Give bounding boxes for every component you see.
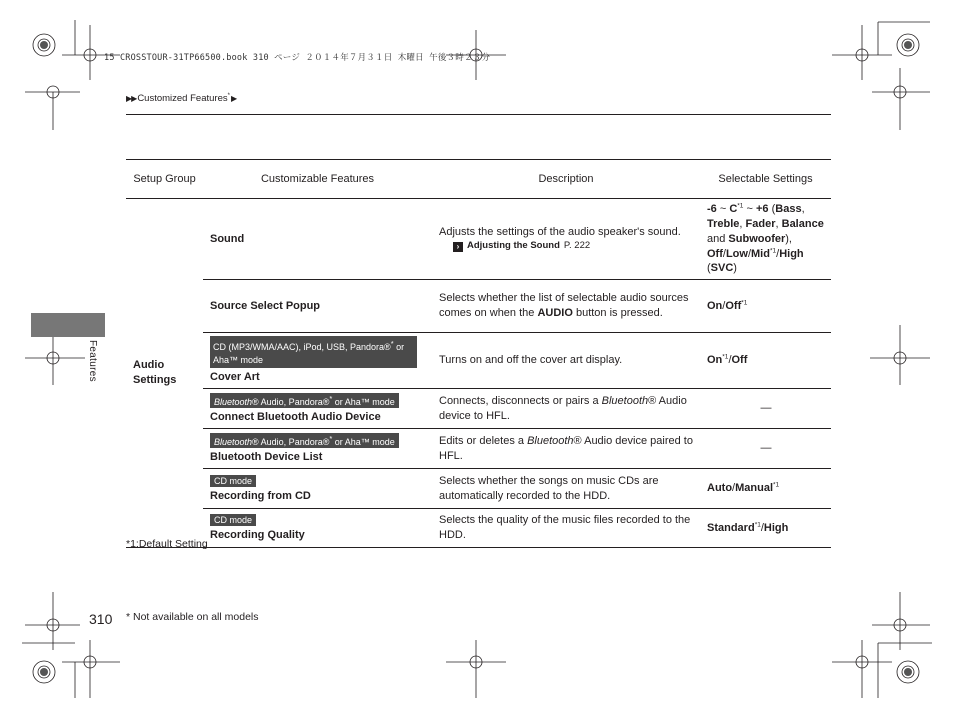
- feature-name: Sound: [210, 232, 245, 245]
- side-tab-label: Features: [87, 340, 98, 382]
- header-setup-group: Setup Group: [126, 160, 203, 199]
- mode-tag: CD mode: [210, 514, 256, 526]
- table-row: [126, 333, 831, 389]
- table-row: [126, 389, 831, 429]
- feature-name: Cover Art: [210, 371, 260, 384]
- table-row: [126, 280, 831, 333]
- table-header-row: [126, 160, 831, 199]
- availability-note: * Not available on all models: [126, 611, 259, 623]
- customizable-features-table: [126, 159, 831, 548]
- breadcrumb-link[interactable]: Customized Features*: [137, 93, 230, 105]
- mode-tag: Bluetooth® Audio, Pandora®* or Aha™ mode: [210, 433, 399, 448]
- header-features: Customizable Features: [203, 160, 432, 199]
- print-header: 15 CROSSTOUR-31TP66500.book 310 ページ ２０１４年７月３１日 木曜日 午後３時２３分: [104, 53, 491, 63]
- feature-name: Source Select Popup: [210, 299, 321, 312]
- feature-name: Recording from CD: [210, 489, 311, 502]
- breadcrumb-arrows-icon: ▶▶: [126, 94, 137, 104]
- selectable-settings: —: [760, 442, 772, 455]
- reference-arrow-icon: ›: [453, 242, 463, 252]
- mode-tag: CD (MP3/WMA/AAC), iPod, USB, Pandora®* or Aha™ mode: [210, 336, 417, 368]
- selectable-settings: -6 ~ $C^{*1}$ ~ +6 (Bass, Treble, Fader, Balance and Subwoofer), Off/Low/Mid$^{*1}$/High (SVC): [700, 199, 831, 280]
- feature-description: Connects, disconnects or pairs a Bluetooth® Audio device to HFL.: [432, 389, 700, 429]
- selectable-settings: Standard$^{*1}$/High: [700, 509, 831, 548]
- table-row: [126, 429, 831, 469]
- cross-reference[interactable]: › Adjusting the Sound P. 222: [439, 240, 694, 253]
- breadcrumb-trail-arrow-icon: ▶: [230, 94, 237, 104]
- breadcrumb: [126, 93, 236, 104]
- table-row: [126, 509, 831, 548]
- header-description: Description: [432, 160, 700, 199]
- mode-tag: CD mode: [210, 475, 256, 487]
- table-row: [126, 199, 831, 280]
- selectable-settings: On$^{*1}$/Off: [700, 333, 831, 389]
- selectable-settings: Auto/Manual$^{*1}$: [700, 469, 831, 509]
- side-tab: [31, 313, 105, 337]
- feature-name: Connect Bluetooth Audio Device: [210, 410, 381, 423]
- header-settings: Selectable Settings: [700, 160, 831, 199]
- feature-description: Selects whether the list of selectable audio sources comes on when the AUDIO button is pressed.: [432, 280, 700, 333]
- feature-name: Recording Quality: [210, 529, 305, 542]
- feature-description: Turns on and off the cover art display.: [432, 333, 700, 389]
- selectable-settings: On/Off$^{*1}$: [700, 280, 831, 333]
- default-setting-footnote: *1:Default Setting: [126, 538, 208, 550]
- selectable-settings: —: [760, 402, 772, 415]
- header-divider: [126, 114, 831, 115]
- page-number: 310: [89, 611, 113, 627]
- mode-tag: Bluetooth® Audio, Pandora®* or Aha™ mode: [210, 393, 399, 408]
- table-row: [126, 469, 831, 509]
- feature-description: Adjusts the settings of the audio speaker's sound.: [439, 226, 681, 239]
- feature-description: Edits or deletes a Bluetooth® Audio device paired to HFL.: [432, 429, 700, 469]
- feature-name: Bluetooth Device List: [210, 450, 323, 463]
- feature-description: Selects the quality of the music files recorded to the HDD.: [432, 509, 700, 548]
- setup-group-cell: Audio Settings: [126, 199, 203, 548]
- feature-description: Selects whether the songs on music CDs are automatically recorded to the HDD.: [432, 469, 700, 509]
